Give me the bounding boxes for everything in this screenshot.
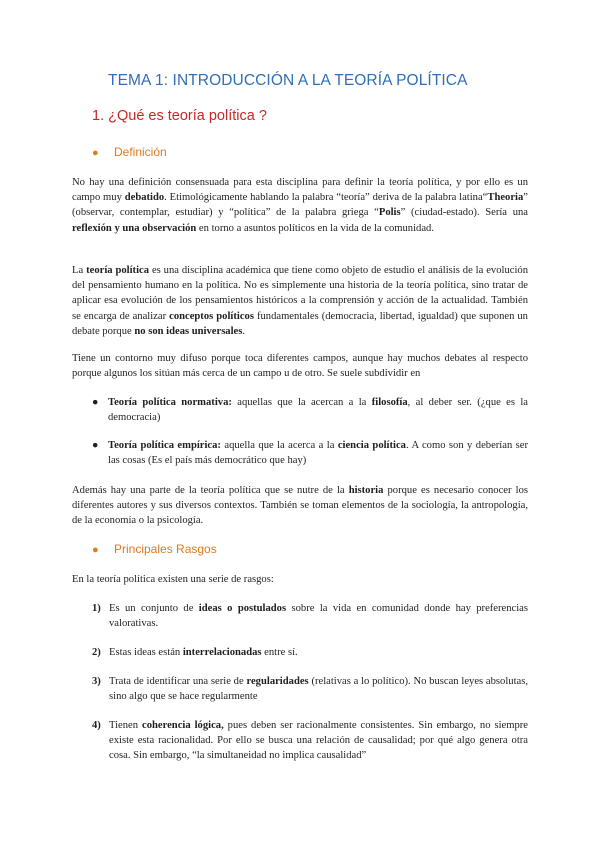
paragraph-rasgos-intro: En la teoría política existen una serie de rasgos: bbox=[72, 574, 274, 585]
subheading-label: Definición bbox=[114, 145, 167, 159]
numbered-item: 3) Trata de identificar una serie de regularidades (relativas a lo político). No buscan leyes absolutas, sino algo que se hace regularmente bbox=[92, 676, 528, 703]
list-item: ● Teoría política empírica: aquella que la acerca a la ciencia política. A como son y deberían ser las cosas (Es el país más democrático que hay) bbox=[92, 440, 529, 467]
paragraph-contorno: Tiene un contorno muy difuso porque toca diferentes campos, aunque hay muchos debates al respecto porque algunos los sitúan más cerca de un campo u de otro. Se suele subdividir en bbox=[72, 353, 528, 380]
subheading-rasgos bbox=[92, 542, 217, 556]
subheading-definicion bbox=[92, 145, 167, 159]
bullet-icon: ● bbox=[92, 440, 99, 451]
document-title: TEMA 1: INTRODUCCIÓN A LA TEORÍA POLÍTICA bbox=[108, 72, 468, 89]
numbered-item: 1) Es un conjunto de ideas o postulados sobre la vida en comunidad donde hay preferencias valorativas. bbox=[92, 603, 529, 630]
bullet-icon: ● bbox=[92, 544, 99, 556]
subheading-label: Principales Rasgos bbox=[114, 542, 217, 556]
list-item: ● Teoría política normativa: aquellas que la acercan a la filosofía, al deber ser. (¿que es la democracia) bbox=[92, 397, 529, 424]
paragraph-definition: No hay una definición consensuada para esta disciplina para definir la teoría política, y por ello es un campo muy debatido. Etimológicamente hablando la palabra “teoría” deriva de la palabra latina“Theoria” (observar, contemplar, estudiar) y “política” de la palabra griega “Polis” (ciudad-estado). Sería una reflexión y una observación en torno a asuntos políticos en la vida de la comunidad. bbox=[72, 177, 528, 234]
paragraph-teoria: La teoría política es una disciplina académica que tiene como objeto de estudio el análisis de la evolución del pensamiento humano en la política. No es simplemente una historia de la teoría política, sino tratar de aplicar esa evolución de los pensamientos históricos a la comprensión y acción de la actualidad. También se encarga de analizar conceptos políticos fundamentales (democracia, libertad, igualdad) que suponen un debate porque no son ideas universales. bbox=[72, 265, 529, 337]
numbered-item: 2) Estas ideas están interrelacionadas entre sí. bbox=[92, 647, 298, 658]
numbered-item: 4) Tienen coherencia lógica, pues deben ser racionalmente consistentes. Sin embargo, no siempre existe esta racionalidad. Por ello se busca una relación de causalidad; por qué algo genera otra cosa. Sin embargo, “la simultaneidad no implica causalidad” bbox=[92, 720, 528, 762]
bullet-icon: ● bbox=[92, 397, 99, 408]
paragraph-historia: Además hay una parte de la teoría política que se nutre de la historia porque es necesario conocer los diferentes autores y sus diversos contextos. También se toman elementos de la sociología, la antropología, de la economía o la psicología. bbox=[72, 485, 528, 527]
section-heading: 1. ¿Qué es teoría política ? bbox=[92, 108, 267, 124]
bullet-icon: ● bbox=[92, 147, 99, 159]
